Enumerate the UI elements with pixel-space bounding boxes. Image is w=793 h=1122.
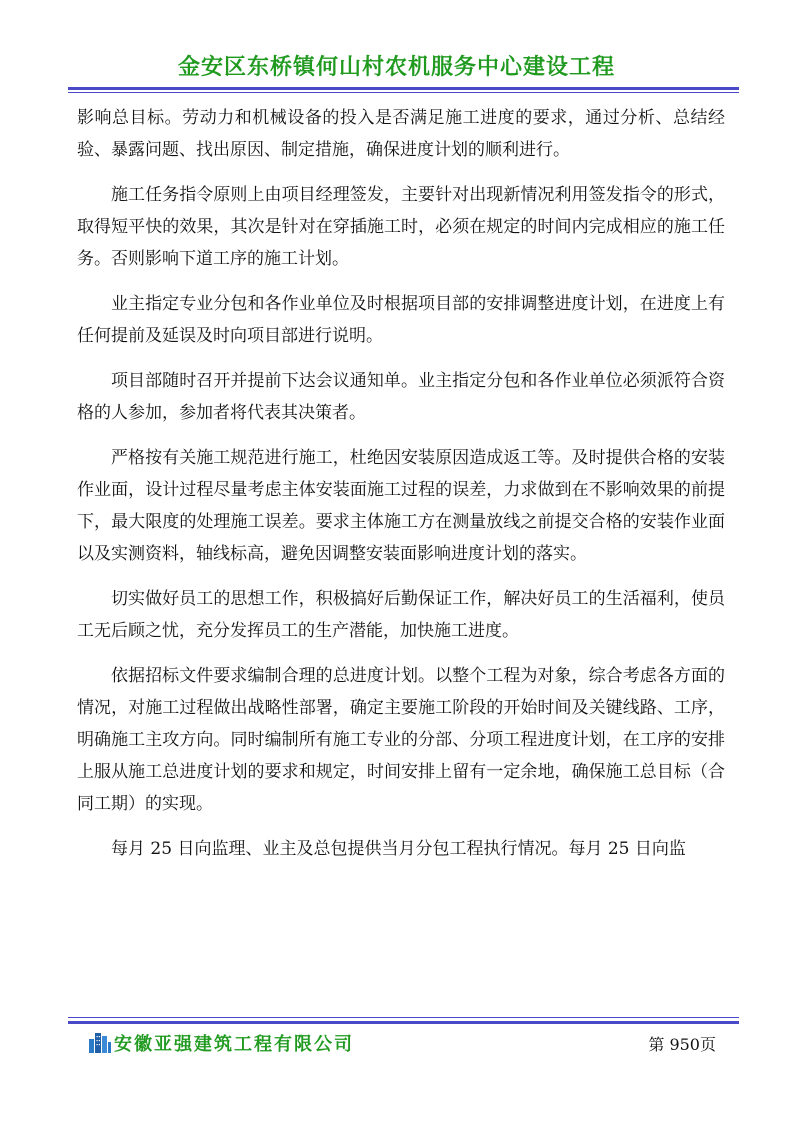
footer-rule-thick <box>68 1021 739 1024</box>
paragraph: 业主指定专业分包和各作业单位及时根据项目部的安排调整进度计划，在进度上有任何提前及延误及时向项目部进行说明。 <box>77 294 725 346</box>
paragraph: 影响总目标。劳动力和机械设备的投入是否满足施工进度的要求，通过分析、总结经验、暴露问题、找出原因、制定措施，确保进度计划的顺利进行。 <box>77 108 725 160</box>
paragraph: 严格按有关施工规范进行施工，杜绝因安装原因造成返工等。及时提供合格的安装作业面，设计过程尽量考虑主体安装面施工过程的误差，力求做到在不影响效果的前提下，最大限度的处理施工误差。要求主体施工方在测量放线之前提交合格的安装作业面以及实测资料，轴线标高，避免因调整安装面影响进度计划的落实。 <box>77 448 725 564</box>
footer-rule-thin <box>68 1017 739 1018</box>
footer-company-name: 安徽亚强建筑工程有限公司 <box>114 1034 354 1055</box>
document-body <box>77 102 725 878</box>
page-number: 第 950页 <box>648 1035 716 1054</box>
paragraph: 每月 25 日向监理、业主及总包提供当月分包工程执行情况。每月 25 日向监 <box>111 839 686 859</box>
paragraph: 依据招标文件要求编制合理的总进度计划。以整个工程为对象，综合考虑各方面的情况，对施工过程做出战略性部署，确定主要施工阶段的开始时间及关键线路、工序，明确施工主攻方向。同时编制所有施工专业的分部、分项工程进度计划，在工序的安排上服从施工总进度计划的要求和规定，时间安排上留有一定余地，确保施工总目标（合同工期）的实现。 <box>77 666 725 814</box>
paragraph: 项目部随时召开并提前下达会议通知单。业主指定分包和各作业单位必须派符合资格的人参加，参加者将代表其决策者。 <box>77 371 725 423</box>
header-rule-thick <box>68 87 739 90</box>
page-title: 金安区东桥镇何山村农机服务中心建设工程 <box>177 55 615 80</box>
paragraph: 切实做好员工的思想工作，积极搞好后勤保证工作，解决好员工的生活福利，使员工无后顾之忧，充分发挥员工的生产潜能，加快施工进度。 <box>77 589 725 641</box>
paragraph: 施工任务指令原则上由项目经理签发，主要针对出现新情况利用签发指令的形式，取得短平快的效果，其次是针对在穿插施工时，必须在规定的时间内完成相应的施工任务。否则影响下道工序的施工计划。 <box>77 185 725 269</box>
header-rule-thin <box>68 92 739 93</box>
building-logo-icon <box>88 1031 112 1053</box>
